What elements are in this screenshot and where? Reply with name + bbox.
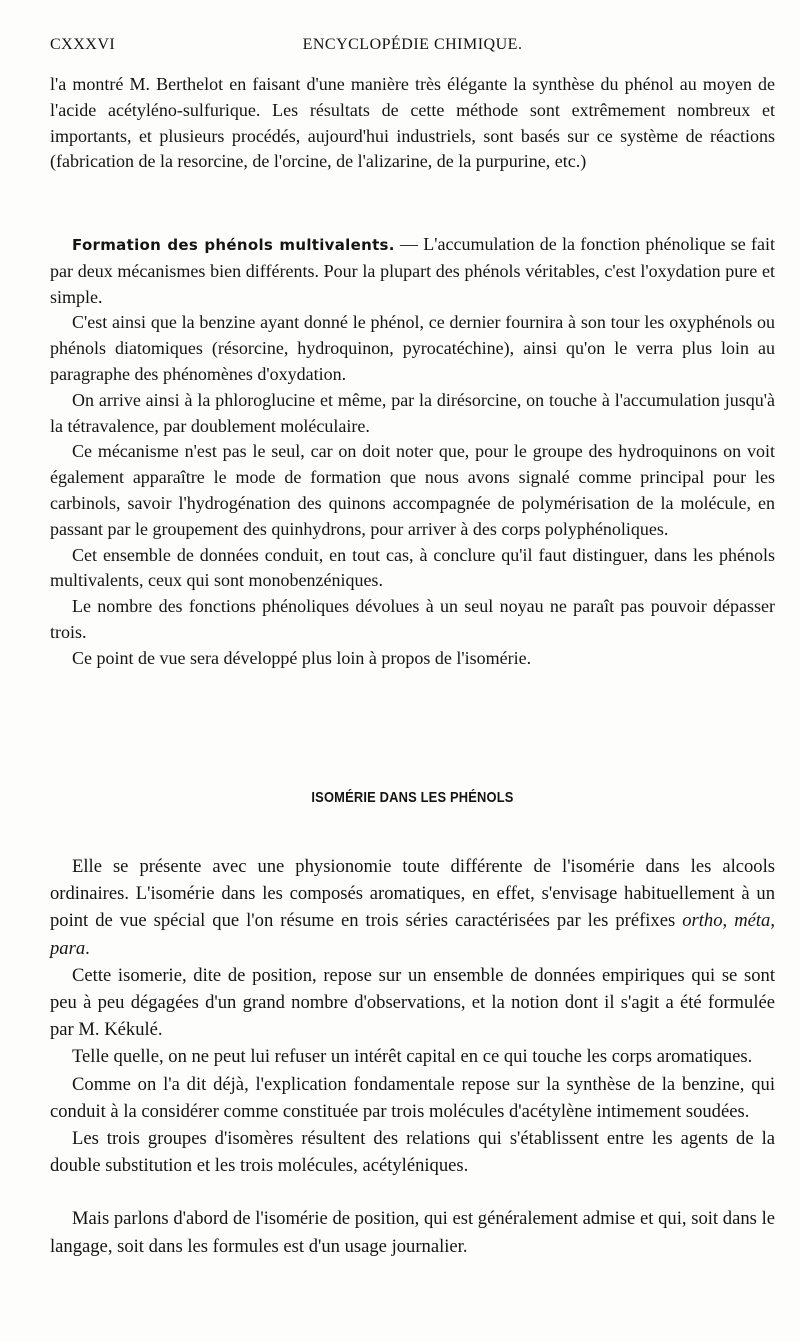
section-heading: ISOMÉRIE DANS LES PHÉNOLS — [311, 789, 514, 806]
paragraph: Mais parlons d'abord de l'isomérie de position, qui est généralement admise et qui, soit dans le langage, soit dans les formules est d'un usage journalier. — [50, 1208, 775, 1257]
multivalent-phenols-section — [50, 232, 775, 672]
sentence-end: . — [85, 937, 90, 959]
paragraph: Le nombre des fonctions phénoliques dévolues à un seul noyau ne paraît pas pouvoir dépasser trois. — [50, 596, 775, 642]
page-number: CXXXVI — [50, 36, 116, 53]
paragraph: Telle quelle, on ne peut lui refuser un intérêt capital en ce qui touche les corps aromatiques. — [72, 1046, 753, 1068]
paragraph: Ce point de vue sera développé plus loin à propos de l'isomérie. — [72, 647, 532, 668]
prefix-ortho: ortho — [682, 910, 723, 932]
isomerism-intro-paragraph — [50, 853, 775, 962]
isomerism-section — [50, 853, 775, 1260]
paragraph: On arrive ainsi à la phloroglucine et même, par la dirésorcine, on touche à l'accumulation jusqu'à la tétravalence, par doublement moléculaire. — [50, 389, 775, 436]
isomerism-intro-text: Elle se présente avec une physionomie toute différente de l'isomérie dans les alcools ordinaires. L'isomérie dans les composés aromatiques, en effet, s'envisage habituellement à un point de vue spécial que l'on résume en trois séries caractérisées par les préfixes — [50, 856, 775, 932]
separator: , — [770, 910, 776, 932]
paragraph: Cette isomerie, dite de position, repose sur un ensemble de données empiriques qui se sont peu à peu dégagées d'un grand nombre d'observations, et la notion dont il s'agit a été formulée par M. Kékulé. — [50, 964, 775, 1041]
opening-paragraph: l'a montré M. Berthelot en faisant d'une manière très élégante la synthèse du phénol au moyen de l'acide acétyléno-sulfurique. Les résultats de cette méthode sont extrêmement nombreux et importants, et plusieurs procédés, aujourd'hui industriels, sont basés sur ce système de réactions (fabrication de la resorcine, de l'orcine, de l'alizarine, de la purpurine, etc.) — [50, 74, 775, 172]
opening-text-block — [50, 72, 775, 175]
running-head — [50, 36, 775, 60]
prefix-meta: méta — [734, 910, 771, 932]
prefix-para: para — [50, 937, 86, 959]
paragraph: C'est ainsi que la benzine ayant donné le phénol, ce dernier fournira à son tour les oxyphénols ou phénols diatomiques (résorcine, hydroquinon, pyrocatéchine), ainsi qu'on le verra plus loin au paragraphe des phénomènes d'oxydation. — [50, 312, 775, 384]
multivalent-intro-paragraph — [50, 232, 775, 310]
separator: , — [722, 910, 735, 932]
running-title: ENCYCLOPÉDIE CHIMIQUE. — [302, 36, 523, 53]
multivalent-intro-text: — L'accumulation de la fonction phénolique se fait par deux mécanismes bien différents. Pour la plupart des phénols véritables, c'est l'oxydation pure et simple. — [50, 234, 775, 307]
section-run-in-title: Formation des phénols multivalents. — [72, 236, 395, 254]
paragraph: Comme on l'a dit déjà, l'explication fondamentale repose sur la synthèse de la benzine, qui conduit à la considérer comme constituée par trois molécules d'acétylène intimement soudées. — [50, 1073, 775, 1122]
paragraph: Les trois groupes d'isomères résultent des relations qui s'établissent entre les agents de la double substitution et les trois molécules, acétyléniques. — [50, 1128, 775, 1177]
paragraph: Ce mécanisme n'est pas le seul, car on doit noter que, pour le groupe des hydroquinons on voit également apparaître le mode de formation que nous avons signalé comme principal pour les carbinols, savoir l'hydrogénation des quinons accompagnée de polymérisation de la molécule, en passant par le groupement des quinhydrons, pour arriver à des corps polyphénoliques. — [50, 441, 775, 539]
paragraph: Cet ensemble de données conduit, en tout cas, à conclure qu'il faut distinguer, dans les phénols multivalents, ceux qui sont monobenzéniques. — [50, 544, 775, 591]
